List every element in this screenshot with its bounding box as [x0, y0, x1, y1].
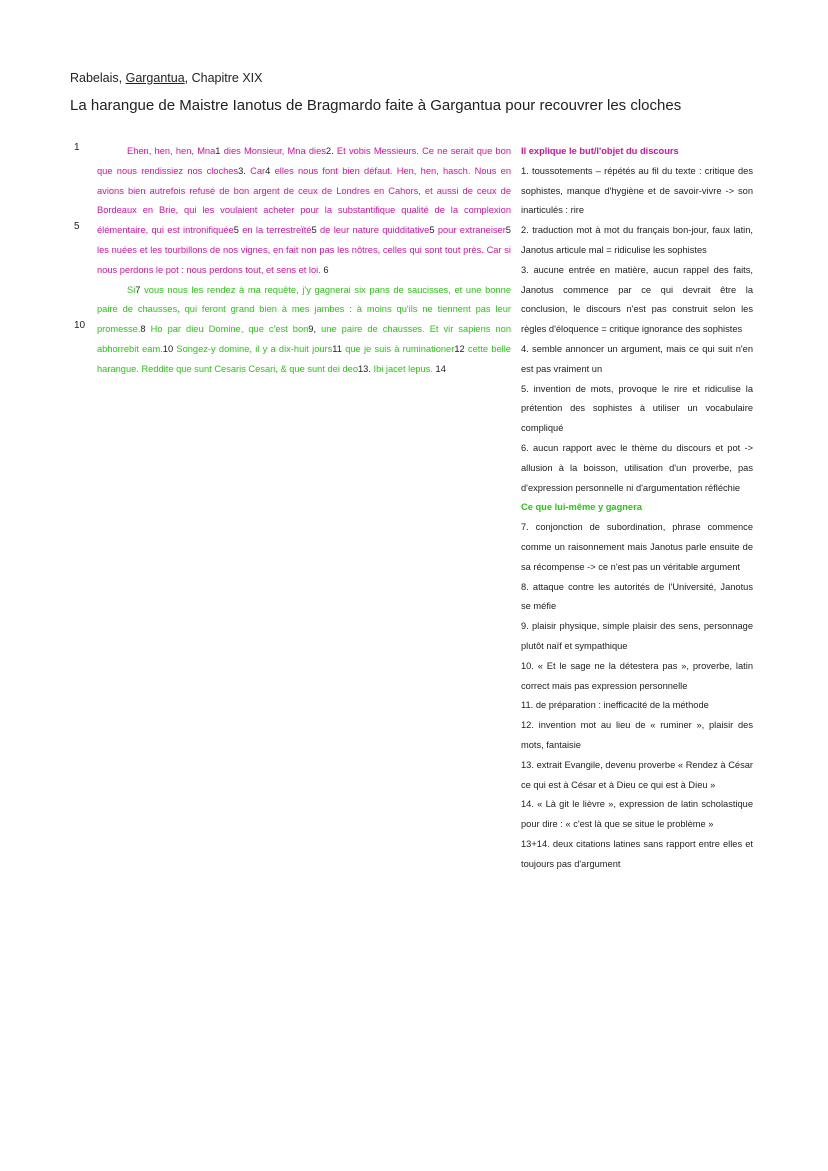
text-segment: elles nous font bien défaut. Hen, hen, hasch. Nous en avions bien autrefois refusé de bon argent de ceux de Londres en Cahors, et aussi de ceux de Bordeaux en Brie, qui les voulaient acheter pour la substantifique qualité de la complexion élémentaire, qui est intronifiquée: [97, 165, 511, 236]
text-segment: 5: [429, 225, 438, 236]
section-heading-1: Il explique le but/l'objet du discours: [521, 146, 679, 156]
text-segment: dies Monsieur, Mna dies: [223, 146, 326, 156]
note-item: 1. toussotements – répétés au fil du texte : critique des sophistes, manque d'hygiène et de savoir-vivre -> son inarticulés : rire: [521, 165, 753, 216]
line-number-5: 5: [74, 221, 80, 232]
text-segment: 6: [320, 264, 329, 275]
text-segment: 8: [140, 324, 151, 335]
text-segment: 5: [505, 225, 511, 236]
text-segment: Ho par dieu Domine, que c'est bon: [150, 324, 309, 335]
text-segment: Et vobis Messieurs. Ce ne serait que bon que nous rendissiez nos cloches: [97, 146, 511, 176]
note-item: 7. conjonction de subordination, phrase commence comme un raisonnement mais Janotus parle ensuite de sa récompense -> ce n'est pas un véritable argument: [521, 522, 753, 572]
text-segment: 14: [432, 363, 446, 374]
page-title: La harangue de Maistre Ianotus de Bragmardo faite à Gargantua pour recouvrer les cloches: [70, 97, 682, 114]
section-heading-2: Ce que lui-même y gagnera: [521, 502, 642, 513]
text-segment: 13.: [358, 363, 374, 374]
source-line: [70, 70, 760, 86]
paragraph-2: [97, 281, 511, 380]
annotations-column: [521, 142, 753, 874]
text-segment: 12: [454, 343, 468, 354]
text-segment: Car: [250, 165, 266, 176]
text-segment: vous nous les rendez à ma requête, j'y gagnerai six pans de saucisses, et une bonne paire de chausses, qui feront grand bien à mes jambes : à moins qu'ils ne tiennent pas leur promesse.: [97, 284, 511, 335]
note-item: 6. aucun rapport avec le thème du discours et pot -> allusion à la boisson, utilisation d'un proverbe, pas d'expression personnelle ni d'argumentation réfléchie: [521, 442, 753, 493]
text-segment: 5: [311, 225, 320, 236]
text-segment: 2.: [325, 146, 337, 156]
work-title: Gargantua: [125, 71, 185, 85]
note-item: 13+14. deux citations latines sans rapport entre elles et toujours pas d'argument: [521, 838, 753, 869]
note-item: 4. semble annoncer un argument, mais ce qui suit n'en est pas vraiment un: [521, 343, 753, 374]
text-segment: Si: [127, 284, 136, 295]
text-segment: Ibi jacet lepus.: [373, 363, 433, 374]
text-segment: 5: [233, 225, 243, 236]
author: Rabelais,: [70, 71, 126, 85]
note-item: 14. « Là git le lièvre », expression de latin scholastique pour dire : « c'est là que se situe le problème »: [521, 799, 753, 830]
note-item: 10. « Et le sage ne la détestera pas », proverbe, latin correct mais pas expression personnelle: [521, 660, 753, 691]
paragraph-1: [97, 142, 511, 281]
text-segment: 9,: [308, 324, 322, 335]
line-number-10: 10: [74, 320, 86, 331]
text-segment: 7: [135, 284, 145, 295]
chapter: , Chapitre XIX: [184, 71, 263, 85]
text-segment: cette belle harangue. Reddite que sunt Cesaris Cesari, & que sunt dei deo: [97, 343, 511, 374]
text-segment: 1: [215, 146, 224, 156]
text-segment: de leur nature quidditative: [320, 225, 430, 236]
text-segment: Songez-y domine, il y a dix-huit jours: [176, 343, 333, 354]
text-segment: 4: [265, 165, 275, 176]
text-segment: en la terrestreïté: [242, 225, 312, 236]
note-item: 8. attaque contre les autorités de l'Université, Janotus se méfie: [521, 581, 753, 612]
note-item: 5. invention de mots, provoque le rire et ridiculise la prétention des sophistes à utiliser un vocabulaire compliqué: [521, 383, 753, 434]
excerpt-text: [97, 142, 511, 380]
note-item: 12. invention mot au lieu de « ruminer », plaisir des mots, fantaisie: [521, 720, 753, 750]
line-number-1: 1: [74, 142, 80, 153]
page-header: [70, 70, 760, 116]
text-segment: Ehen, hen, hen, Mna: [127, 146, 216, 156]
text-segment: les nuées et les tourbillons de nos vignes, en fait non pas les nôtres, celles qui sont tout près. Car si nous perdons le pot : nous perdons tout, et sens et loi.: [97, 244, 511, 275]
note-item: 3. aucune entrée en matière, aucun rappel des faits, Janotus commence par ce qui devrait être la conclusion, le discours n'est pas construit selon les règles d'éloquence = critique ignorance des sophistes: [521, 264, 753, 335]
note-item: 13. extrait Evangile, devenu proverbe « Rendez à César ce qui est à César et à Dieu ce qui est à Dieu »: [521, 759, 753, 790]
note-item: 2. traduction mot à mot du français bon-jour, faux latin, Janotus articule mal = ridiculise les sophistes: [521, 225, 753, 255]
text-segment: que je suis à ruminationer: [345, 343, 455, 354]
notes-list-2: [521, 518, 753, 874]
text-segment: pour extraneiser: [437, 225, 506, 236]
text-segment: 11: [332, 343, 346, 354]
note-item: 9. plaisir physique, simple plaisir des sens, personnage plutôt naïf et sympathique: [521, 621, 753, 651]
text-segment: 10: [162, 343, 177, 354]
notes-list-1: [521, 162, 753, 499]
text-segment: une paire de chausses. Et vir sapiens non abhorrebit eam.: [97, 324, 511, 354]
text-segment: 3.: [238, 165, 251, 176]
note-item: 11. de préparation : inefficacité de la méthode: [521, 700, 709, 711]
